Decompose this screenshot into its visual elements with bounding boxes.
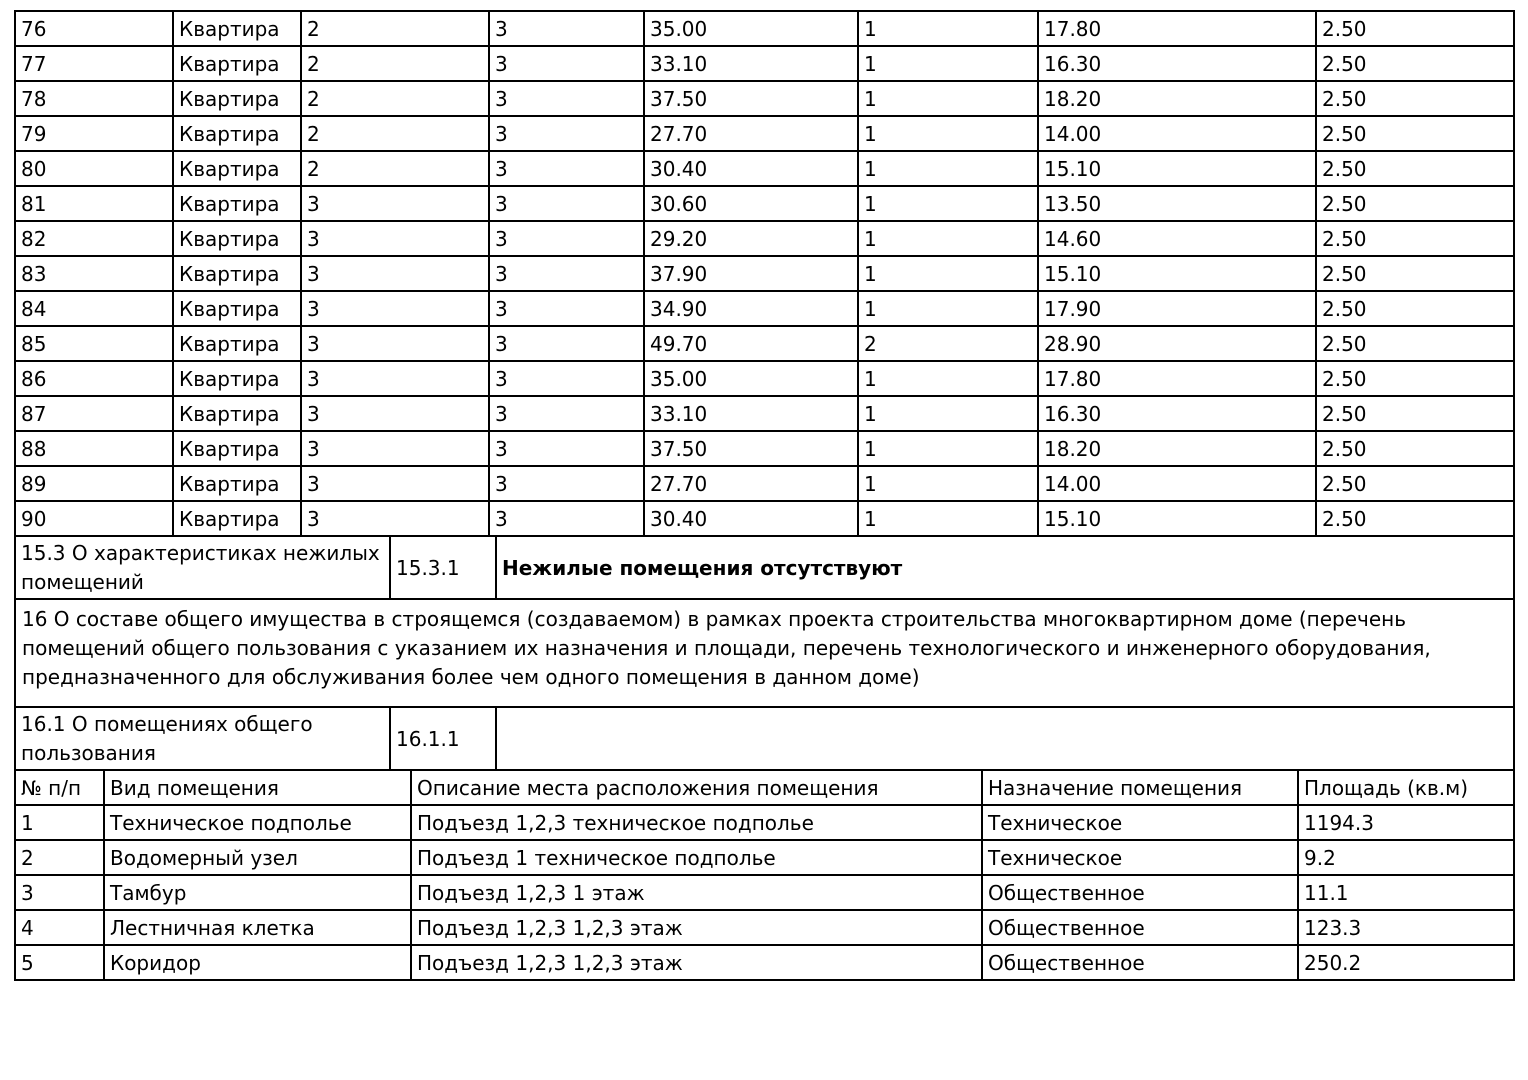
apartment-row-cell: 2.50 <box>1316 361 1514 396</box>
apartment-row-cell: 76 <box>15 11 173 46</box>
apartment-row-cell: 18.20 <box>1038 81 1316 116</box>
common-areas-tbody <box>15 805 1514 980</box>
apartment-row <box>15 431 1514 466</box>
common-area-row-cell: Подъезд 1,2,3 1 этаж <box>411 875 982 910</box>
apartment-row-cell: 3 <box>489 501 644 536</box>
apartments-table <box>14 10 1515 537</box>
apartment-row-cell: Квартира <box>173 81 301 116</box>
apartment-row-cell: 35.00 <box>644 11 858 46</box>
apartment-row-cell: 3 <box>489 466 644 501</box>
apartment-row-cell: 1 <box>858 81 1038 116</box>
apartment-row-cell: 3 <box>489 326 644 361</box>
common-area-row-cell: Техническое <box>982 805 1298 840</box>
apartment-row-cell: 13.50 <box>1038 186 1316 221</box>
section-15-3-value: Нежилые помещения отсутствуют <box>496 536 1514 599</box>
common-area-row-cell: Общественное <box>982 945 1298 980</box>
apartment-row-cell: 88 <box>15 431 173 466</box>
apartment-row-cell: 34.90 <box>644 291 858 326</box>
apartment-row-cell: 17.80 <box>1038 11 1316 46</box>
apartment-row-cell: 78 <box>15 81 173 116</box>
common-area-row-cell: Подъезд 1,2,3 1,2,3 этаж <box>411 945 982 980</box>
apartment-row-cell: 1 <box>858 186 1038 221</box>
apartment-row-cell: 2 <box>301 116 489 151</box>
apartment-row <box>15 221 1514 256</box>
apartment-row-cell: 3 <box>301 326 489 361</box>
apartment-row-cell: 1 <box>858 11 1038 46</box>
common-area-row-cell: Техническое подполье <box>104 805 411 840</box>
apartment-row-cell: 1 <box>858 501 1038 536</box>
apartment-row-cell: 3 <box>489 186 644 221</box>
apartment-row-cell: 77 <box>15 46 173 81</box>
common-area-row-cell: Коридор <box>104 945 411 980</box>
apartment-row-cell: 80 <box>15 151 173 186</box>
apartment-row-cell: 37.50 <box>644 431 858 466</box>
apartment-row <box>15 326 1514 361</box>
common-area-row <box>15 910 1514 945</box>
apartment-row-cell: 18.20 <box>1038 431 1316 466</box>
header-location-description: Описание места расположения помещения <box>411 770 982 805</box>
section-16-row <box>14 598 1515 708</box>
apartment-row-cell: 17.90 <box>1038 291 1316 326</box>
apartment-row-cell: 2.50 <box>1316 396 1514 431</box>
common-area-row-cell: 9.2 <box>1298 840 1514 875</box>
apartment-row-cell: 2 <box>301 46 489 81</box>
apartment-row <box>15 81 1514 116</box>
section-16-1-code: 16.1.1 <box>390 707 496 770</box>
common-area-row-cell: 11.1 <box>1298 875 1514 910</box>
common-area-row <box>15 875 1514 910</box>
apartment-row-cell: 3 <box>489 431 644 466</box>
apartment-row-cell: 3 <box>489 221 644 256</box>
apartment-row-cell: 2 <box>301 81 489 116</box>
apartment-row-cell: 2.50 <box>1316 221 1514 256</box>
common-area-row <box>15 945 1514 980</box>
common-area-row-cell: Подъезд 1 техническое подполье <box>411 840 982 875</box>
apartment-row-cell: Квартира <box>173 291 301 326</box>
apartment-row-cell: 15.10 <box>1038 256 1316 291</box>
apartment-row-cell: 2.50 <box>1316 11 1514 46</box>
common-areas-table <box>14 769 1515 981</box>
apartment-row-cell: 1 <box>858 256 1038 291</box>
common-area-row-cell: Тамбур <box>104 875 411 910</box>
common-area-row-cell: 250.2 <box>1298 945 1514 980</box>
apartment-row-cell: 2.50 <box>1316 256 1514 291</box>
header-purpose: Назначение помещения <box>982 770 1298 805</box>
apartment-row <box>15 291 1514 326</box>
common-area-row-cell: Общественное <box>982 910 1298 945</box>
common-area-row-cell: Подъезд 1,2,3 1,2,3 этаж <box>411 910 982 945</box>
apartment-row-cell: 1 <box>858 396 1038 431</box>
apartment-row-cell: 2 <box>301 151 489 186</box>
common-area-row-cell: Подъезд 1,2,3 техническое подполье <box>411 805 982 840</box>
apartment-row-cell: 82 <box>15 221 173 256</box>
apartment-row-cell: 2.50 <box>1316 186 1514 221</box>
apartment-row-cell: Квартира <box>173 431 301 466</box>
apartment-row-cell: Квартира <box>173 326 301 361</box>
apartment-row-cell: 16.30 <box>1038 46 1316 81</box>
apartment-row <box>15 501 1514 536</box>
common-area-row <box>15 805 1514 840</box>
apartments-tbody <box>15 11 1514 536</box>
apartment-row <box>15 11 1514 46</box>
apartment-row-cell: 3 <box>489 81 644 116</box>
apartment-row-cell: 1 <box>858 291 1038 326</box>
apartment-row-cell: 86 <box>15 361 173 396</box>
apartment-row-cell: 85 <box>15 326 173 361</box>
section-15-3-row <box>14 535 1515 600</box>
apartment-row <box>15 151 1514 186</box>
apartment-row-cell: 14.60 <box>1038 221 1316 256</box>
apartment-row-cell: 27.70 <box>644 466 858 501</box>
apartment-row-cell: 3 <box>301 291 489 326</box>
section-16-1-value <box>496 707 1514 770</box>
common-area-row-cell: 1 <box>15 805 104 840</box>
apartment-row-cell: Квартира <box>173 466 301 501</box>
apartment-row-cell: 2 <box>858 326 1038 361</box>
apartment-row-cell: 3 <box>301 466 489 501</box>
apartment-row-cell: 90 <box>15 501 173 536</box>
apartment-row-cell: 83 <box>15 256 173 291</box>
apartment-row-cell: 28.90 <box>1038 326 1316 361</box>
common-area-row-cell: 3 <box>15 875 104 910</box>
apartment-row-cell: Квартира <box>173 501 301 536</box>
apartment-row-cell: 49.70 <box>644 326 858 361</box>
apartment-row-cell: 2.50 <box>1316 431 1514 466</box>
apartment-row-cell: Квартира <box>173 151 301 186</box>
apartment-row-cell: 1 <box>858 466 1038 501</box>
apartment-row-cell: 15.10 <box>1038 151 1316 186</box>
apartment-row-cell: 81 <box>15 186 173 221</box>
apartment-row-cell: 14.00 <box>1038 116 1316 151</box>
common-area-row-cell: 5 <box>15 945 104 980</box>
apartment-row-cell: 84 <box>15 291 173 326</box>
section-16-1-row <box>14 706 1515 771</box>
apartment-row-cell: 30.40 <box>644 151 858 186</box>
apartment-row <box>15 46 1514 81</box>
apartment-row-cell: 89 <box>15 466 173 501</box>
apartment-row-cell: 3 <box>301 256 489 291</box>
apartment-row-cell: Квартира <box>173 186 301 221</box>
apartment-row-cell: 3 <box>301 186 489 221</box>
common-area-row-cell: 2 <box>15 840 104 875</box>
common-areas-header-row <box>15 770 1514 805</box>
common-area-row-cell: Общественное <box>982 875 1298 910</box>
apartment-row-cell: 1 <box>858 116 1038 151</box>
apartment-row <box>15 396 1514 431</box>
apartment-row-cell: 17.80 <box>1038 361 1316 396</box>
common-area-row-cell: 4 <box>15 910 104 945</box>
apartment-row-cell: 33.10 <box>644 396 858 431</box>
apartment-row-cell: 29.20 <box>644 221 858 256</box>
apartment-row-cell: 1 <box>858 431 1038 466</box>
apartment-row-cell: 33.10 <box>644 46 858 81</box>
apartment-row-cell: Квартира <box>173 361 301 396</box>
apartment-row-cell: 3 <box>489 291 644 326</box>
apartment-row <box>15 116 1514 151</box>
apartment-row-cell: 87 <box>15 396 173 431</box>
apartment-row-cell: Квартира <box>173 221 301 256</box>
apartment-row <box>15 466 1514 501</box>
apartment-row-cell: 15.10 <box>1038 501 1316 536</box>
apartment-row-cell: 3 <box>489 46 644 81</box>
apartment-row-cell: 3 <box>301 361 489 396</box>
apartment-row-cell: 1 <box>858 361 1038 396</box>
apartment-row-cell: 1 <box>858 221 1038 256</box>
apartment-row-cell: 2.50 <box>1316 326 1514 361</box>
apartment-row-cell: Квартира <box>173 46 301 81</box>
apartment-row-cell: 3 <box>301 221 489 256</box>
apartment-row-cell: 3 <box>489 396 644 431</box>
apartment-row-cell: 37.90 <box>644 256 858 291</box>
apartment-row-cell: 37.50 <box>644 81 858 116</box>
apartment-row <box>15 256 1514 291</box>
apartment-row-cell: 35.00 <box>644 361 858 396</box>
apartment-row-cell: 3 <box>301 396 489 431</box>
common-area-row-cell: Лестничная клетка <box>104 910 411 945</box>
apartment-row-cell: 1 <box>858 46 1038 81</box>
common-area-row-cell: Техническое <box>982 840 1298 875</box>
apartment-row <box>15 186 1514 221</box>
apartment-row <box>15 361 1514 396</box>
apartment-row-cell: 1 <box>858 151 1038 186</box>
apartment-row-cell: 2.50 <box>1316 46 1514 81</box>
apartment-row-cell: 3 <box>489 151 644 186</box>
section-16-1-label: 16.1 О помещениях общего пользования <box>15 707 390 770</box>
apartment-row-cell: 3 <box>301 501 489 536</box>
apartment-row-cell: 27.70 <box>644 116 858 151</box>
section-16-text: 16 О составе общего имущества в строящемся (создаваемом) в рамках проекта строительства многоквартирном доме (перечень помещений общего пользования с указанием их назначения и площади, перечень технологического и инженерного оборудования, предназначенного для обслуживания более чем одного помещения в данном доме) <box>15 599 1514 707</box>
apartment-row-cell: 30.40 <box>644 501 858 536</box>
section-15-3-label: 15.3 О характеристиках нежилых помещений <box>15 536 390 599</box>
apartment-row-cell: 2.50 <box>1316 151 1514 186</box>
apartment-row-cell: 2.50 <box>1316 501 1514 536</box>
apartment-row-cell: 2.50 <box>1316 81 1514 116</box>
apartment-row-cell: 2 <box>301 11 489 46</box>
header-area: Площадь (кв.м) <box>1298 770 1514 805</box>
apartment-row-cell: 2.50 <box>1316 466 1514 501</box>
apartment-row-cell: Квартира <box>173 396 301 431</box>
section-16-1 <box>15 707 1514 770</box>
section-15-3 <box>15 536 1514 599</box>
apartment-row-cell: 3 <box>489 11 644 46</box>
apartment-row-cell: Квартира <box>173 11 301 46</box>
apartment-row-cell: 30.60 <box>644 186 858 221</box>
apartment-row-cell: Квартира <box>173 116 301 151</box>
apartment-row-cell: 14.00 <box>1038 466 1316 501</box>
common-area-row-cell: 1194.3 <box>1298 805 1514 840</box>
common-area-row-cell: 123.3 <box>1298 910 1514 945</box>
apartment-row-cell: 3 <box>489 361 644 396</box>
apartment-row-cell: 3 <box>301 431 489 466</box>
apartment-row-cell: 16.30 <box>1038 396 1316 431</box>
apartment-row-cell: 79 <box>15 116 173 151</box>
apartment-row-cell: Квартира <box>173 256 301 291</box>
common-area-row <box>15 840 1514 875</box>
apartment-row-cell: 3 <box>489 256 644 291</box>
header-number: № п/п <box>15 770 104 805</box>
section-16 <box>15 599 1514 707</box>
apartment-row-cell: 3 <box>489 116 644 151</box>
header-room-type: Вид помещения <box>104 770 411 805</box>
section-15-3-code: 15.3.1 <box>390 536 496 599</box>
common-area-row-cell: Водомерный узел <box>104 840 411 875</box>
apartment-row-cell: 2.50 <box>1316 116 1514 151</box>
apartment-row-cell: 2.50 <box>1316 291 1514 326</box>
